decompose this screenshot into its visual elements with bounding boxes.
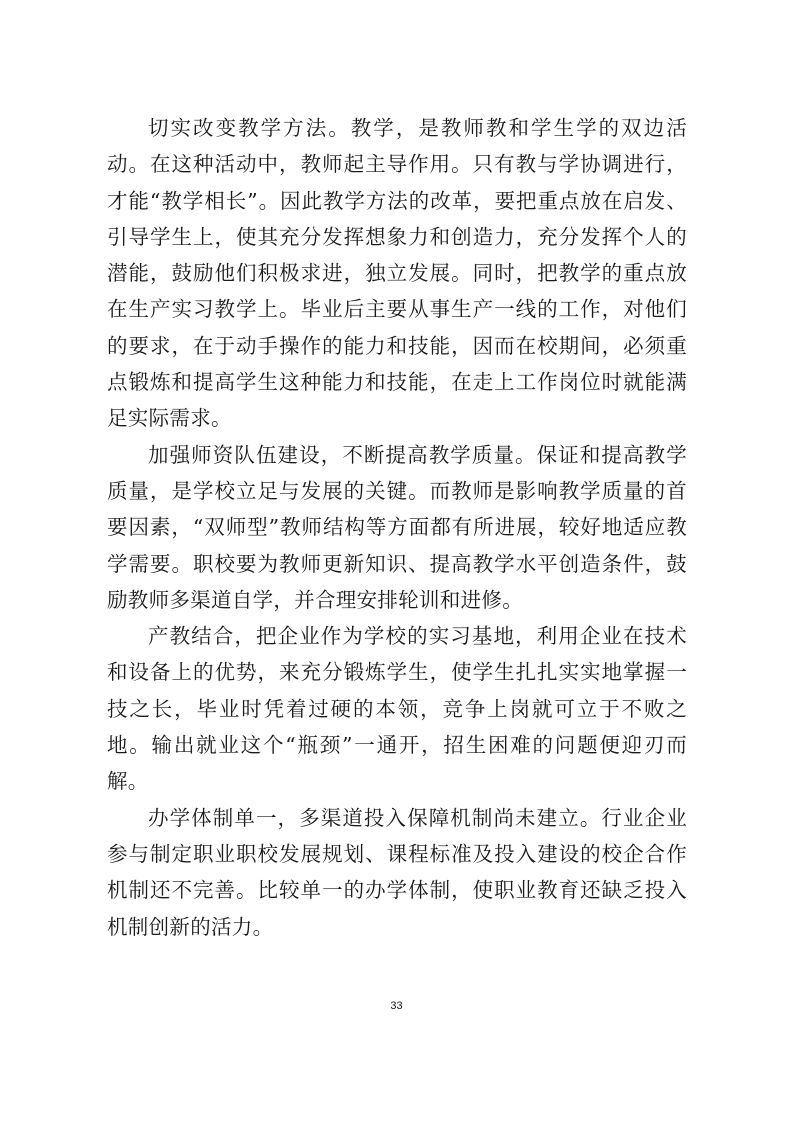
- paragraph-teaching-methods: 切实改变教学方法。教学，是教师教和学生学的双边活动。在这种活动中，教师起主导作用。只有教与学协调进行，才能“教学相长”。因此教学方法的改革，要把重点放在启发、引导学生上，使其充分发挥想象力和创造力，充分发挥个人的潜能，鼓励他们积极求进，独立发展。同时，把教学的重点放在生产实习教学上。毕业后主要从事生产一线的工作，对他们的要求，在于动手操作的能力和技能，因而在校期间，必须重点锻炼和提高学生这种能力和技能，在走上工作岗位时就能满足实际需求。: [107, 116, 687, 431]
- page-number: 33: [390, 1000, 403, 1012]
- body-text: [107, 110, 687, 945]
- paragraph-school-system: 办学体制单一，多渠道投入保障机制尚未建立。行业企业参与制定职业职校发展规划、课程标准及投入建设的校企合作机制还不完善。比较单一的办学体制，使职业教育还缺乏投入机制创新的活力。: [107, 805, 687, 939]
- paragraph-industry-education: 产教结合，把企业作为学校的实习基地，利用企业在技术和设备上的优势，来充分锻炼学生，使学生扎扎实实地掌握一技之长，毕业时凭着过硬的本领，竞争上岗就可立于不败之地。输出就业这个“瓶颈”一通开，招生困难的问题便迎刃而解。: [107, 624, 687, 794]
- paragraph-teaching-staff: 加强师资队伍建设，不断提高教学质量。保证和提高教学质量，是学校立足与发展的关键。而教师是影响教学质量的首要因素，“双师型”教师结构等方面都有所进展，较好地适应教学需要。职校要为教师更新知识、提高教学水平创造条件，鼓励教师多渠道自学，并合理安排轮训和进修。: [107, 442, 687, 612]
